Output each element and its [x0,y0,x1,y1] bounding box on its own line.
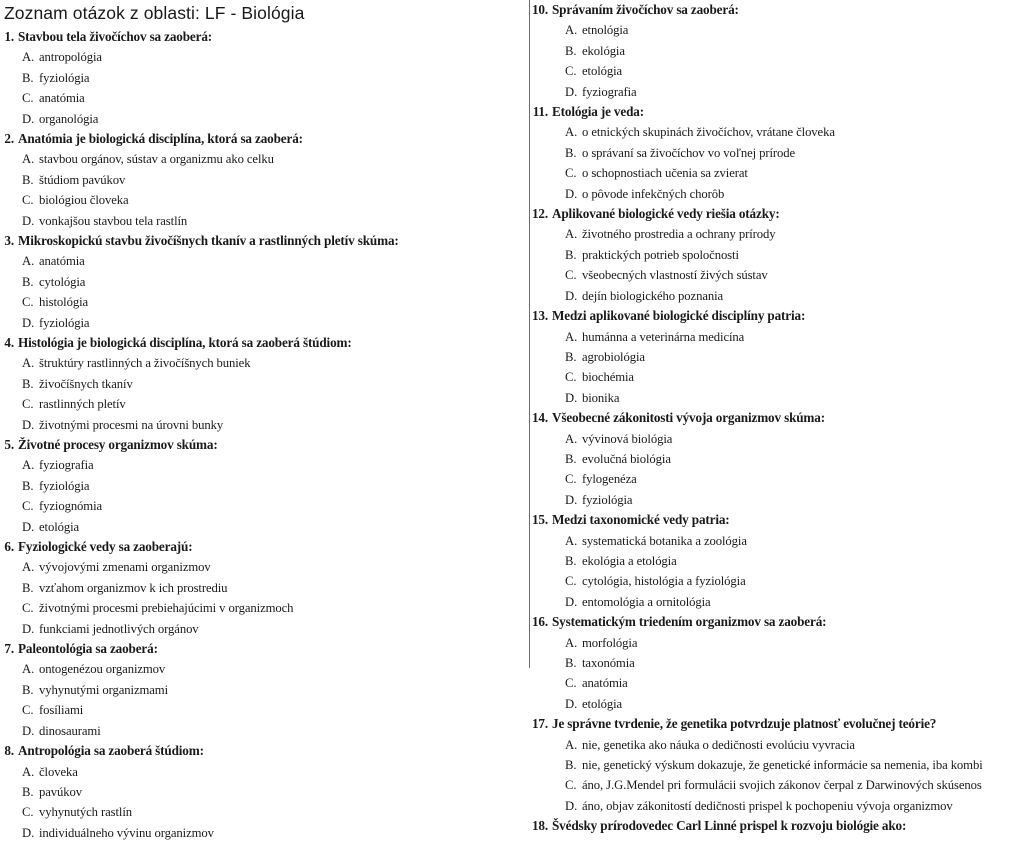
answer-letter: D. [565,388,582,408]
answer-letter: A. [22,353,39,373]
question-number: 14. [530,408,548,428]
answer-letter: A. [565,122,582,142]
answer-text: ontogenézou organizmov [39,659,165,679]
answer-letter: A. [22,455,39,475]
answer-text: človeka [39,762,78,782]
question-text: Správaním živočíchov sa zaoberá: [552,0,739,20]
answer-letter: D. [565,592,582,612]
answer-option[interactable] [530,224,1020,244]
answer-list [530,429,1020,511]
answer-option[interactable] [530,531,1020,551]
answer-letter: C. [565,367,582,387]
question-number: 4. [4,333,14,353]
answer-text: etnológia [582,20,628,40]
question-text: Životné procesy organizmov skúma: [18,435,218,455]
answer-text: biológiou človeka [39,190,129,210]
left-column [0,0,510,668]
answer-option[interactable] [4,619,510,639]
answer-letter: D. [22,109,39,129]
answer-text: bionika [582,388,619,408]
answer-letter: B. [565,143,582,163]
answer-option[interactable] [4,496,510,516]
answer-list [530,735,1020,817]
answer-text: štúdiom pavúkov [39,170,125,190]
answer-letter: C. [22,88,39,108]
answer-option[interactable] [530,775,1020,795]
question-stem [4,231,510,251]
answer-text: fyziológia [582,490,632,510]
answer-letter: D. [565,82,582,102]
answer-text: o schopnostiach učenia sa zvierat [582,163,748,183]
answer-text: agrobiológia [582,347,645,367]
question-stem [4,129,510,149]
answer-option[interactable] [530,429,1020,449]
answer-letter: D. [22,823,39,843]
answer-text: funkciami jednotlivých orgánov [39,619,199,639]
answer-letter: C. [22,496,39,516]
question-stem [530,408,1020,428]
question-item [530,714,1020,816]
answer-text: biochémia [582,367,634,387]
answer-option[interactable] [4,292,510,312]
answer-option[interactable] [4,680,510,700]
answer-letter: D. [565,184,582,204]
answer-option[interactable] [4,700,510,720]
answer-letter: B. [22,578,39,598]
answer-letter: A. [22,251,39,271]
answer-letter: C. [22,190,39,210]
answer-option[interactable] [4,190,510,210]
answer-letter: A. [565,531,582,551]
answer-letter: B. [22,68,39,88]
answer-option[interactable] [530,735,1020,755]
answer-option[interactable] [4,353,510,373]
answer-list [4,47,510,129]
answer-letter: D. [22,721,39,741]
question-text: Všeobecné zákonitosti vývoja organizmov skúma: [552,408,825,428]
answer-option[interactable] [4,170,510,190]
answer-option[interactable] [530,633,1020,653]
answer-option[interactable] [4,802,510,822]
answer-option[interactable] [4,517,510,537]
answer-letter: B. [22,782,39,802]
answer-text: fyziológia [39,476,89,496]
answer-list [530,531,1020,613]
answer-list [4,557,510,639]
answer-text: evolučná biológia [582,449,671,469]
answer-option[interactable] [4,782,510,802]
answer-option[interactable] [530,673,1020,693]
answer-option[interactable] [530,367,1020,387]
answer-text: anatómia [39,88,85,108]
answer-text: dinosaurami [39,721,101,741]
answer-letter: D. [565,796,582,816]
answer-letter: D. [22,517,39,537]
answer-text: entomológia a ornitológia [582,592,711,612]
answer-text: nie, genetický výskum dokazuje, že genetické informácie sa nemenia, iba kombi [582,755,983,775]
answer-list [530,633,1020,715]
answer-letter: D. [565,490,582,510]
question-stem [530,816,1020,836]
answer-letter: A. [22,149,39,169]
question-number: 17. [530,714,548,734]
answer-text: pavúkov [39,782,82,802]
answer-option[interactable] [530,184,1020,204]
answer-letter: A. [565,224,582,244]
answer-letter: C. [22,292,39,312]
answer-list [530,224,1020,306]
answer-text: morfológia [582,633,637,653]
answer-letter: B. [565,245,582,265]
question-number: 10. [530,0,548,20]
answer-option[interactable] [530,41,1020,61]
question-text: Švédsky prírodovedec Carl Linné prispel k rozvoju biológie ako: [552,816,906,836]
question-number: 3. [4,231,14,251]
answer-list [4,762,510,843]
answer-text: životného prostredia a ochrany prírody [582,224,776,244]
answer-option[interactable] [4,823,510,843]
answer-text: o etnických skupinách živočíchov, vrátane človeka [582,122,835,142]
question-number: 1. [4,27,14,47]
answer-text: dejín biologického poznania [582,286,723,306]
answer-option[interactable] [4,659,510,679]
question-stem [530,0,1020,20]
question-text: Medzi taxonomické vedy patria: [552,510,730,530]
answer-letter: C. [22,700,39,720]
question-item [4,231,510,333]
question-stem [4,435,510,455]
question-number: 2. [4,129,14,149]
answer-option[interactable] [4,455,510,475]
answer-letter: C. [565,775,582,795]
question-text: Aplikované biologické vedy riešia otázky: [552,204,780,224]
answer-text: etológia [39,517,79,537]
answer-text: organológia [39,109,98,129]
answer-letter: B. [22,170,39,190]
answer-letter: C. [565,61,582,81]
question-stem [530,510,1020,530]
question-text: Je správne tvrdenie, že genetika potvrdzuje platnosť evolučnej teórie? [552,714,936,734]
answer-list [4,455,510,537]
answer-option[interactable] [530,755,1020,775]
answer-letter: D. [22,211,39,231]
answer-text: anatómia [582,673,628,693]
question-text: Stavbou tela živočíchov sa zaoberá: [18,27,212,47]
question-number: 8. [4,741,14,761]
answer-text: ekológia [582,41,625,61]
answer-text: o správaní sa živočíchov vo voľnej prírode [582,143,795,163]
answer-letter: B. [22,272,39,292]
answer-option[interactable] [4,374,510,394]
question-item [530,102,1020,204]
answer-text: etológia [582,61,622,81]
answer-letter: D. [22,619,39,639]
answer-text: životnými procesmi prebiehajúcimi v organizmoch [39,598,293,618]
answer-letter: A. [565,20,582,40]
answer-text: fyziológia [39,68,89,88]
answer-letter: B. [565,551,582,571]
answer-option[interactable] [530,347,1020,367]
question-item [530,612,1020,714]
answer-option[interactable] [4,149,510,169]
answer-letter: A. [22,659,39,679]
answer-text: antropológia [39,47,102,67]
question-stem [530,714,1020,734]
answer-letter: C. [565,163,582,183]
question-stem [4,639,510,659]
answer-option[interactable] [530,122,1020,142]
question-text: Antropológia sa zaoberá štúdiom: [18,741,204,761]
answer-text: anatómia [39,251,85,271]
question-number: 11. [530,102,548,122]
answer-letter: D. [22,415,39,435]
answer-text: systematická botanika a zoológia [582,531,747,551]
answer-text: fylogenéza [582,469,637,489]
answer-letter: B. [565,41,582,61]
answer-option[interactable] [530,796,1020,816]
question-text: Paleontológia sa zaoberá: [18,639,158,659]
question-stem [4,741,510,761]
answer-text: praktických potrieb spoločnosti [582,245,739,265]
answer-option[interactable] [530,61,1020,81]
answer-list [530,20,1020,102]
answer-option[interactable] [4,598,510,618]
question-stem [4,27,510,47]
answer-text: stavbou orgánov, sústav a organizmu ako celku [39,149,274,169]
answer-option[interactable] [530,20,1020,40]
answer-letter: A. [22,762,39,782]
answer-text: humánna a veterinárna medicína [582,327,744,347]
answer-letter: D. [565,694,582,714]
question-number: 16. [530,612,548,632]
answer-text: o pôvode infekčných chorôb [582,184,724,204]
answer-option[interactable] [4,272,510,292]
question-stem [530,102,1020,122]
answer-text: životnými procesmi na úrovni bunky [39,415,223,435]
question-item [4,129,510,231]
question-item [4,639,510,741]
question-item [530,408,1020,510]
answer-letter: C. [22,394,39,414]
question-text: Mikroskopickú stavbu živočíšnych tkanív a rastlinných pletív skúma: [18,231,399,251]
question-number: 12. [530,204,548,224]
answer-option[interactable] [4,313,510,333]
answer-letter: C. [565,469,582,489]
page-title: Zoznam otázok z oblasti: LF - Biológia [4,3,510,25]
question-text: Fyziologické vedy sa zaoberajú: [18,537,192,557]
answer-letter: B. [565,653,582,673]
answer-option[interactable] [4,394,510,414]
question-number: 18. [530,816,548,836]
answer-letter: C. [22,802,39,822]
question-item [4,435,510,537]
answer-letter: A. [565,327,582,347]
answer-option[interactable] [530,694,1020,714]
answer-text: vyhynutými organizmami [39,680,168,700]
answer-list [4,353,510,435]
answer-text: štruktúry rastlinných a živočíšnych buniek [39,353,250,373]
answer-option[interactable] [530,490,1020,510]
answer-text: fyziológia [39,313,89,333]
question-number: 7. [4,639,14,659]
question-item [530,306,1020,408]
answer-option[interactable] [4,557,510,577]
question-item [4,741,510,843]
question-text: Histológia je biologická disciplína, ktorá sa zaoberá štúdiom: [18,333,352,353]
answer-text: taxonómia [582,653,635,673]
answer-text: všeobecných vlastností živých sústav [582,265,768,285]
answer-text: etológia [582,694,622,714]
answer-list [4,149,510,231]
answer-letter: B. [22,680,39,700]
answer-text: ekológia a etológia [582,551,677,571]
answer-letter: B. [565,449,582,469]
answer-option[interactable] [530,143,1020,163]
answer-option[interactable] [4,578,510,598]
answer-text: cytológia, histológia a fyziológia [582,571,746,591]
answer-option[interactable] [530,592,1020,612]
question-stem [530,306,1020,326]
question-text: Etológia je veda: [552,102,644,122]
right-question-list [530,0,1020,837]
answer-option[interactable] [4,211,510,231]
answer-option[interactable] [530,82,1020,102]
answer-text: vonkajšou stavbou tela rastlín [39,211,187,231]
question-item [4,27,510,129]
answer-letter: C. [565,673,582,693]
answer-letter: B. [22,374,39,394]
answer-letter: C. [565,571,582,591]
question-number: 6. [4,537,14,557]
answer-option[interactable] [4,476,510,496]
question-text: Systematickým triedením organizmov sa zaoberá: [552,612,826,632]
answer-option[interactable] [4,762,510,782]
question-item [4,537,510,639]
answer-letter: A. [565,735,582,755]
right-column [510,0,1020,668]
answer-text: histológia [39,292,88,312]
answer-text: vývinová biológia [582,429,672,449]
answer-text: áno, J.G.Mendel pri formulácii svojich zákonov čerpal z Darwinových skúsenos [582,775,982,795]
answer-text: nie, genetika ako náuka o dedičnosti evolúciu vyvracia [582,735,855,755]
answer-text: fyziografia [39,455,94,475]
answer-text: áno, objav zákonitostí dedičnosti prispel k pochopeniu vývoja organizmov [582,796,953,816]
question-number: 15. [530,510,548,530]
answer-option[interactable] [4,47,510,67]
question-stem [4,333,510,353]
answer-option[interactable] [4,109,510,129]
answer-option[interactable] [4,415,510,435]
answer-list [530,122,1020,204]
answer-list [530,327,1020,409]
question-stem [530,204,1020,224]
answer-letter: B. [565,755,582,775]
answer-letter: A. [22,47,39,67]
question-text: Medzi aplikované biologické disciplíny patria: [552,306,805,326]
answer-option[interactable] [4,68,510,88]
question-item [530,204,1020,306]
answer-list [4,659,510,741]
answer-text: rastlinných pletív [39,394,126,414]
answer-option[interactable] [4,251,510,271]
answer-text: fyziografia [582,82,637,102]
answer-text: cytológia [39,272,85,292]
answer-option[interactable] [530,265,1020,285]
answer-letter: B. [565,347,582,367]
answer-option[interactable] [530,551,1020,571]
answer-text: vzťahom organizmov k ich prostrediu [39,578,227,598]
answer-option[interactable] [530,388,1020,408]
answer-text: živočíšnych tkanív [39,374,133,394]
answer-option[interactable] [530,163,1020,183]
answer-letter: C. [22,598,39,618]
answer-text: vyhynutých rastlín [39,802,132,822]
question-item [530,510,1020,612]
question-item [4,333,510,435]
answer-option[interactable] [530,245,1020,265]
answer-option[interactable] [530,469,1020,489]
answer-letter: B. [22,476,39,496]
left-question-list [4,27,510,843]
question-stem [530,612,1020,632]
answer-text: fosíliami [39,700,83,720]
question-item [530,0,1020,102]
answer-letter: A. [565,429,582,449]
question-stem [4,537,510,557]
answer-letter: A. [565,633,582,653]
answer-option[interactable] [530,653,1020,673]
answer-option[interactable] [4,88,510,108]
question-text: Anatómia je biologická disciplína, ktorá sa zaoberá: [18,129,303,149]
answer-option[interactable] [4,721,510,741]
answer-letter: D. [22,313,39,333]
answer-letter: D. [565,286,582,306]
answer-letter: C. [565,265,582,285]
question-number: 5. [4,435,14,455]
answer-text: fyziognómia [39,496,102,516]
question-item [530,816,1020,836]
answer-option[interactable] [530,286,1020,306]
answer-text: individuálneho vývinu organizmov [39,823,214,843]
answer-option[interactable] [530,327,1020,347]
answer-option[interactable] [530,449,1020,469]
answer-text: vývojovými zmenami organizmov [39,557,211,577]
answer-letter: A. [22,557,39,577]
answer-option[interactable] [530,571,1020,591]
answer-list [4,251,510,333]
question-number: 13. [530,306,548,326]
